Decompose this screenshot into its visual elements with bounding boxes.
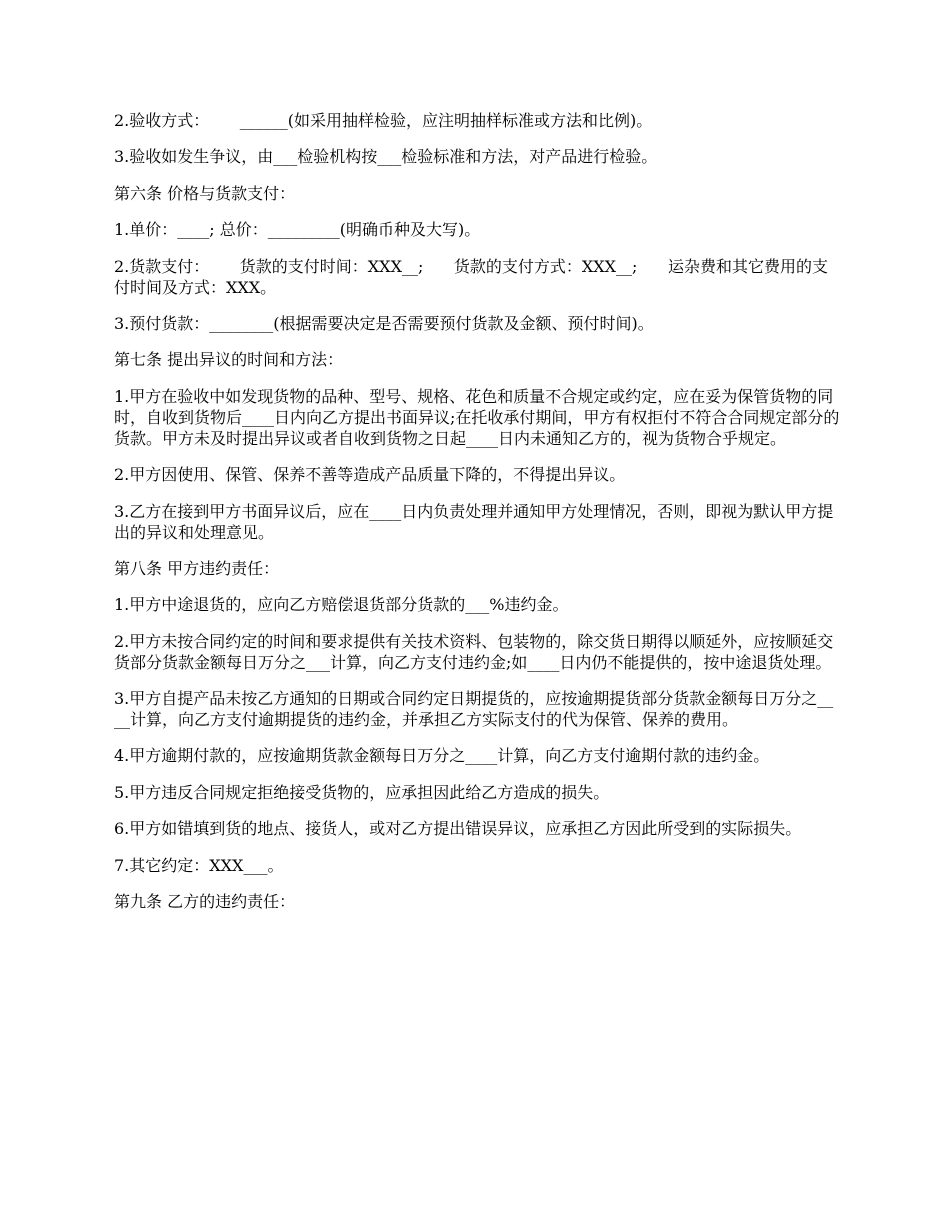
clause-party-a-liability-3: 3.甲方自提产品未按乙方通知的日期或合同约定日期提货的，应按逾期提货部分货款金额每日万分之____计算，向乙方支付逾期提货的违约金，并承担乙方实际支付的代为保管、保养的费用。 [114, 689, 834, 730]
clause-acceptance-method: 2.验收方式： ______(如采用抽样检验，应注明抽样标准或方法和比例)。 [114, 111, 653, 130]
article-7-heading: 第七条 提出异议的时间和方法： [114, 350, 344, 370]
clause-prepayment: 3.预付货款：________(根据需要决定是否需要预付货款及金额、预付时间)。 [114, 313, 654, 333]
clause-party-a-liability-2: 2.甲方未按合同约定的时间和要求提供有关技术资料、包装物的，除交货日期得以顺延外，应按顺延交货部分货款金额每日万分之___计算，向乙方支付违约金;如____日内仍不能提供的，按中途退货处理。 [114, 631, 834, 672]
clause-party-a-liability-4: 4.甲方逾期付款的，应按逾期货款金额每日万分之____计算，向乙方支付逾期付款的违约金。 [114, 746, 770, 766]
article-6-heading: 第六条 价格与货款支付： [114, 183, 296, 203]
clause-party-a-liability-5: 5.甲方违反合同规定拒绝接受货物的，应承担因此给乙方造成的损失。 [114, 782, 610, 802]
clause-objection-3: 3.乙方在接到甲方书面异议后，应在____日内负责处理并通知甲方处理情况，否则，即视为默认甲方提出的异议和处理意见。 [114, 501, 834, 542]
clause-party-a-liability-6: 6.甲方如错填到货的地点、接货人，或对乙方提出错误异议，应承担乙方因此所受到的实际损失。 [114, 819, 802, 839]
article-9-heading: 第九条 乙方的违约责任： [114, 892, 296, 912]
clause-party-a-liability-1: 1.甲方中途退货的，应向乙方赔偿退货部分货款的___%违约金。 [114, 595, 569, 615]
clause-party-a-liability-7: 7.其它约定：XXX___。 [114, 855, 284, 875]
clause-unit-price: 1.单价：____; 总价：_________(明确币种及大写)。 [114, 220, 481, 240]
clause-acceptance-dispute: 3.验收如发生争议，由___检验机构按___检验标准和方法，对产品进行检验。 [114, 147, 658, 167]
clause-objection-2: 2.甲方因使用、保管、保养不善等造成产品质量下降的，不得提出异议。 [114, 465, 626, 485]
clause-objection-1: 1.甲方在验收中如发现货物的品种、型号、规格、花色和质量不合规定或约定，应在妥为保管货物的同时，自收到货物后____日内向乙方提出书面异议;在托收承付期间，甲方有权拒付不符合合同规定部分的货款。甲方未及时提出异议或者自收到货物之日起____日内未通知乙方的，视为货物合乎规定。 [114, 386, 840, 448]
document-page [114, 110, 840, 927]
clause-payment: 2.货款支付： 货款的支付时间：XXX__; 货款的支付方式：XXX__; 运杂费和其它费用的支付时间及方式：XXX。 [114, 256, 828, 297]
article-8-heading: 第八条 甲方违约责任： [114, 558, 280, 578]
